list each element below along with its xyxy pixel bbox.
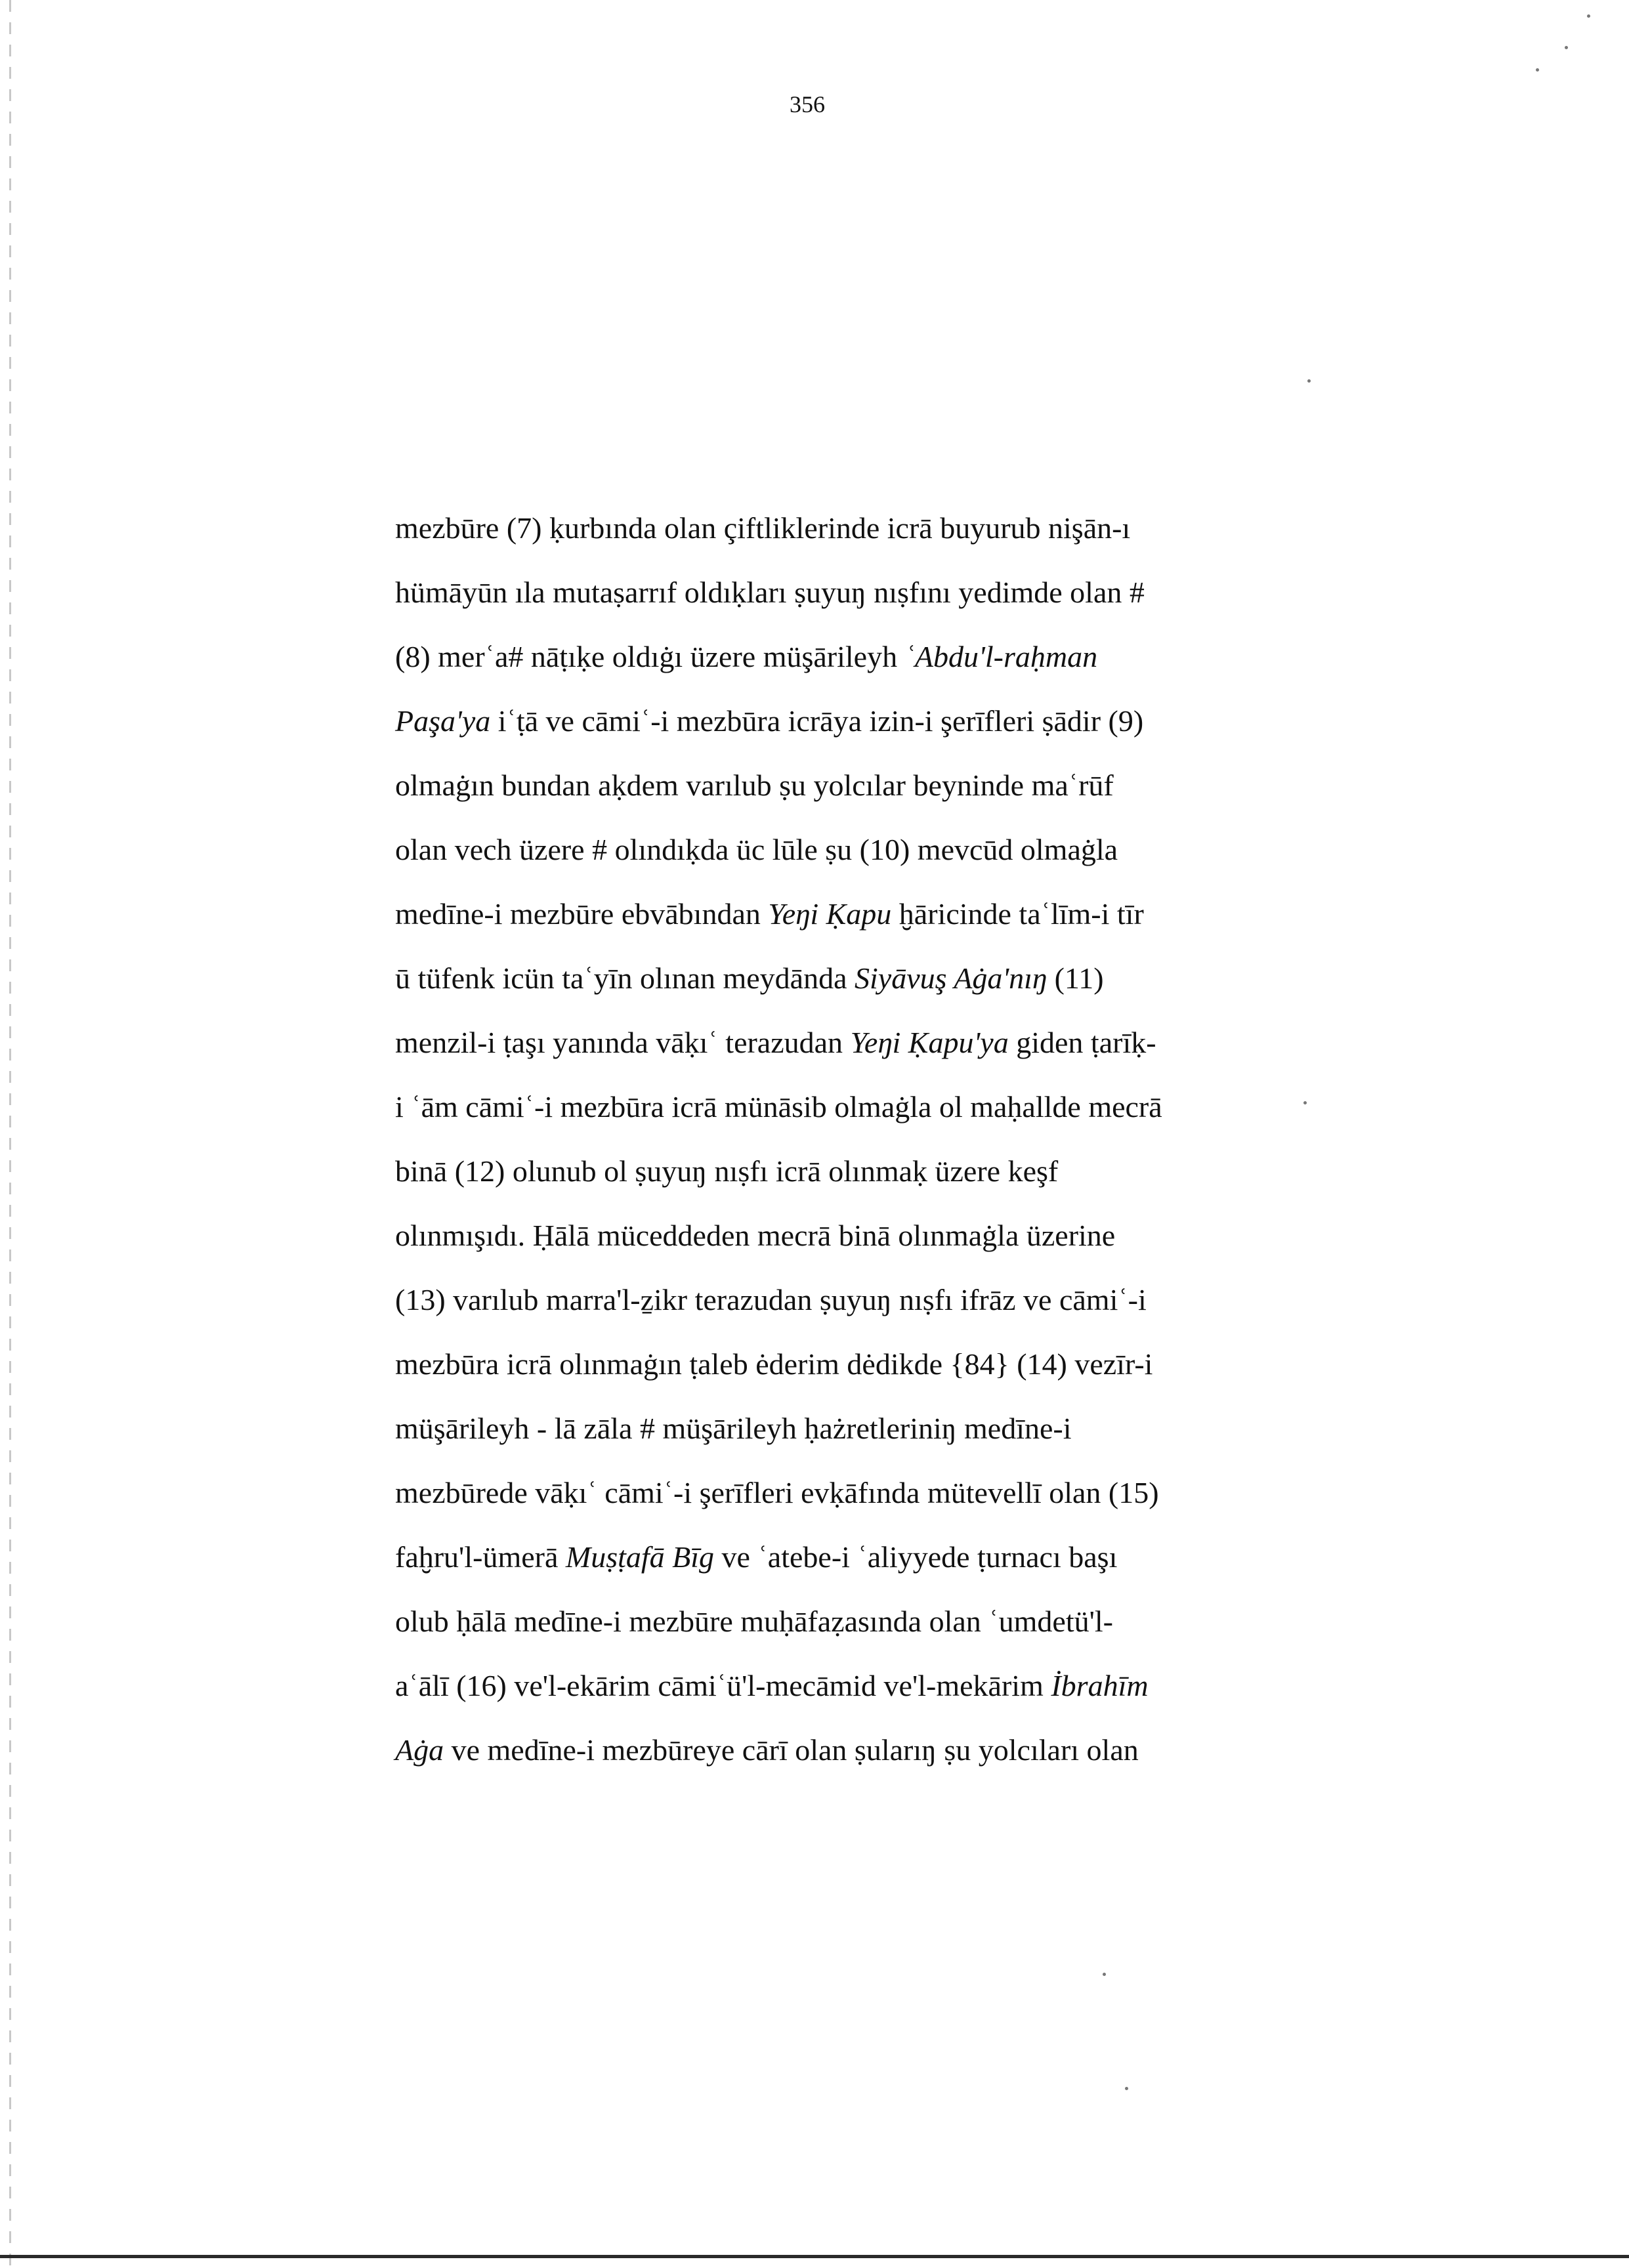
text-segment: olub ḥālā medīne-i mezbūre muḥāfaẓasında olan ʿumdetü'l- [395,1605,1113,1638]
text-segment: mezbūra icrā olınmaġın ṭaleb ėderim dėdikde {84} (14) vezīr-i [395,1347,1153,1381]
text-segment: (11) [1047,961,1104,995]
text-segment: aʿālī (16) ve'l-ekārim cāmiʿü'l-mecāmid ve'l-mekārim [395,1669,1051,1702]
italic-name: ʿAbdu'l-raḥman [904,640,1098,673]
scan-speck [1587,14,1590,18]
text-segment: mezbūrede vāḳıʿ cāmiʿ-i şerīfleri evḳāfında mütevellī olan (15) [395,1476,1159,1509]
text-line [395,1525,1288,1589]
scan-left-edge [9,0,11,2268]
text-segment: menzil-i ṭaşı yanında vāḳıʿ terazudan [395,1026,851,1059]
text-segment: olmaġın bundan aḳdem varılub ṣu yolcılar beyninde maʿrūf [395,768,1114,802]
text-segment: (8) merʿa# nāṭıḳe oldıġı üzere müşārileyh [395,640,905,673]
text-segment: olınmışıdı. Ḥālā müceddeden mecrā binā olınmaġla üzerine [395,1219,1116,1252]
text-segment: olan vech üzere # olındıḳda üc lūle ṣu (10) mevcūd olmaġla [395,833,1118,866]
text-segment: ḫāricinde taʿlīm-i tīr [891,897,1144,931]
scan-speck [1125,2087,1128,2090]
text-line [395,1204,1288,1268]
text-line [395,1461,1288,1525]
text-line [395,1075,1288,1139]
scan-speck [1307,379,1311,383]
text-line [395,625,1288,689]
text-line [395,753,1288,818]
scan-speck [1536,68,1539,72]
text-segment: müşārileyh - lā zāla # müşārileyh ḥażretleriniŋ medīne-i [395,1412,1072,1445]
italic-name: Paşa'ya [395,704,491,738]
page-number: 356 [790,91,825,117]
text-line [395,689,1288,753]
text-segment: binā (12) olunub ol ṣuyuŋ nıṣfı icrā olınmaḳ üzere keşf [395,1154,1059,1188]
text-line [395,946,1288,1011]
text-segment: hümāyūn ıla mutaṣarrıf oldıḳları ṣuyuŋ nıṣfını yedimde olan # [395,576,1145,609]
text-segment: ve ʿatebe-i ʿaliyyede ṭurnacı başı [714,1540,1118,1574]
scan-speck [1565,46,1568,49]
text-line [395,1396,1288,1461]
italic-name: Yeŋi Ḳapu [768,897,892,931]
text-segment: mezbūre (7) ḳurbında olan çiftliklerinde icrā buyurub nişān-ı [395,511,1131,545]
scan-speck [1103,1973,1106,1976]
text-line [395,1139,1288,1204]
text-segment: ū tüfenk icün taʿyīn olınan meydānda [395,961,855,995]
text-line [395,1589,1288,1654]
text-segment: iʿṭā ve cāmiʿ-i mezbūra icrāya izin-i şerīfleri ṣādir (9) [490,704,1144,738]
text-line [395,1718,1288,1782]
text-segment: giden ṭarīḳ- [1008,1026,1156,1059]
text-segment: medīne-i mezbūre ebvābından [395,897,769,931]
text-line [395,818,1288,882]
text-line [395,560,1288,625]
text-segment: (13) varılub marra'l-ẕikr terazudan ṣuyuŋ nıṣfı ifrāz ve cāmiʿ-i [395,1283,1147,1316]
text-line [395,1011,1288,1075]
italic-name: Siyāvuş Aġa'nıŋ [855,961,1047,995]
italic-name: İbrahīm [1051,1669,1149,1702]
text-line [395,1268,1288,1332]
text-segment: faḫru'l-ümerā [395,1540,566,1574]
text-line [395,882,1288,946]
scan-bottom-edge [0,2255,1629,2258]
text-line [395,496,1288,560]
text-line [395,1332,1288,1396]
body-text [395,496,1288,1782]
text-segment: ve medīne-i mezbūreye cārī olan ṣularıŋ ṣu yolcıları olan [444,1733,1139,1767]
scan-speck [1303,1101,1307,1104]
italic-name: Muṣṭafā Bīg [565,1540,715,1574]
text-line [395,1654,1288,1718]
italic-name: Yeŋi Ḳapu'ya [850,1026,1009,1059]
text-segment: i ʿām cāmiʿ-i mezbūra icrā münāsib olmaġla ol maḥallde mecrā [395,1090,1162,1124]
italic-name: Aġa [395,1733,444,1767]
